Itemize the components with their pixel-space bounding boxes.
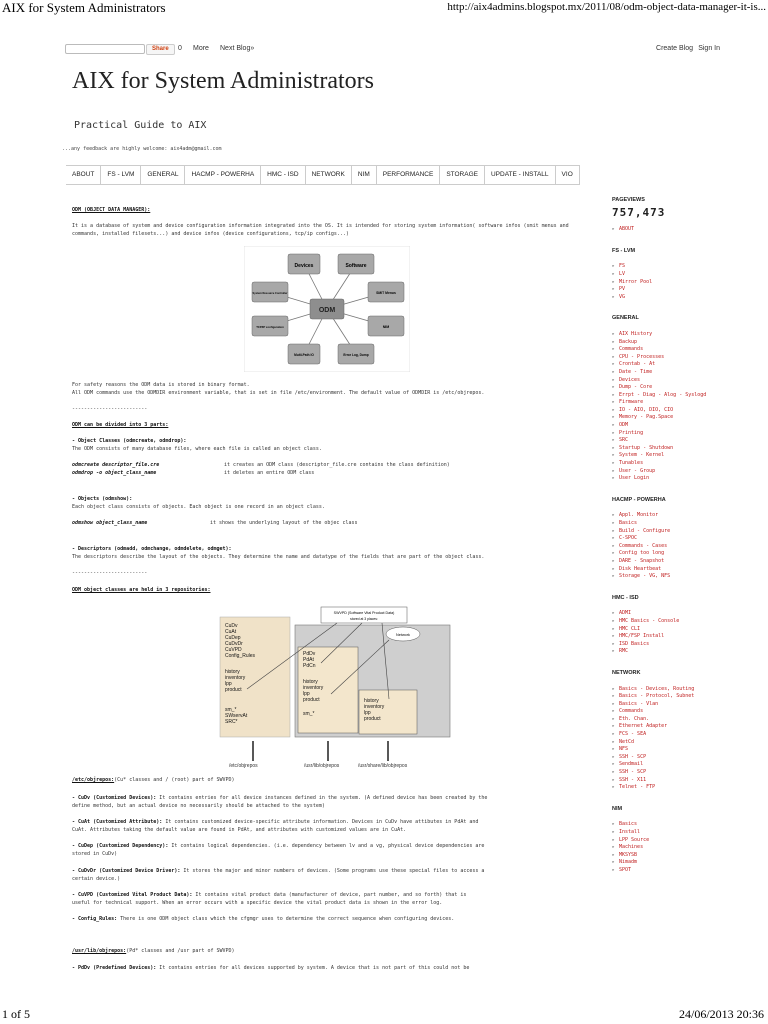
sidebar-link[interactable]: ▸ Telnet - FTP xyxy=(612,784,722,792)
tab-fs-lvm[interactable]: FS - LVM xyxy=(101,166,141,184)
article-intro: It is a database of system and device configuration information integrated into the OS. It is intended for storing system information( software infos (smit menus and commands, installed filesets...) and device infos (device configurations, tcp/ip configs...) xyxy=(72,223,569,237)
tab-network[interactable]: NETWORK xyxy=(306,166,352,184)
repo1-history: history xyxy=(225,669,240,675)
repo1-cudvdr: CuDvDr xyxy=(225,641,243,647)
repo1-inventory: inventory xyxy=(225,675,246,681)
sidebar-link[interactable]: ▸ IO - AIO, DIO, CIO xyxy=(612,407,722,415)
create-blog-link[interactable]: Create Blog xyxy=(656,45,693,52)
sidebar-link[interactable]: ▸ Basics xyxy=(612,520,722,528)
repo2-pdat: PdAt xyxy=(303,657,314,663)
sidebar-link[interactable]: ▸ PV xyxy=(612,286,722,294)
sidebar-link[interactable]: ▸ Basics - Devices, Routing xyxy=(612,686,722,694)
repo2-history: history xyxy=(303,679,318,685)
sidebar-link[interactable]: ▸ Backup xyxy=(612,339,722,347)
blog-tagline: Practical Guide to AIX xyxy=(74,120,207,131)
sidebar-link[interactable]: ▸ CPU - Processes xyxy=(612,354,722,362)
repo3-history: history xyxy=(364,698,379,704)
safety-line-2: All ODM commands use the ODMDIR environment variable, that is set in file /etc/environment. The default value of ODMDIR is /etc/objrepos. xyxy=(72,390,485,396)
print-url: http://aix4admins.blogspot.mx/2011/08/odm-object-data-manager-it-is... xyxy=(447,1,766,13)
pageviews-label: PAGEVIEWS xyxy=(612,197,645,203)
descriptors-heading: - Descriptors (odmadd, odmchange, odmdelete, odmget): xyxy=(72,546,232,552)
sidebar-heading-general: GENERAL xyxy=(612,315,639,322)
print-datetime: 24/06/2013 20:36 xyxy=(678,1007,764,1021)
sidebar-link[interactable]: ▸ Machines xyxy=(612,844,722,852)
sidebar-link[interactable]: ▸ Appl. Monitor xyxy=(612,512,722,520)
sidebar-list-fs-lvm xyxy=(612,263,722,301)
sidebar-link[interactable]: ▸ MKSYSB xyxy=(612,852,722,860)
sidebar-link[interactable]: ▸ NetCd xyxy=(612,739,722,747)
sidebar-link[interactable]: ▸ NFS xyxy=(612,746,722,754)
repositories-diagram xyxy=(217,603,457,763)
sidebar-link[interactable]: ▸ RMC xyxy=(612,648,722,656)
repo1-lpp: lpp xyxy=(225,681,232,687)
sidebar-list-nim xyxy=(612,821,722,874)
sidebar-heading-nim: NIM xyxy=(612,805,623,812)
cudv-desc-1: It contains entries for all device instances defined in the system. (A defined device has been created by the xyxy=(156,795,488,801)
diagram-node-tcpip: TCP/IP configuration xyxy=(256,325,284,329)
sidebar-link[interactable]: ▸ LPP Source xyxy=(612,837,722,845)
sidebar-link[interactable]: ▸ Mirror Pool xyxy=(612,279,722,287)
sidebar-link[interactable]: ▸ HMC CLI xyxy=(612,626,722,634)
sidebar-link[interactable]: ▸ Memory - Pag.Space xyxy=(612,414,722,422)
diagram-center-odm: ODM xyxy=(318,307,336,314)
swvpd-subtitle: stored at 3 places: xyxy=(350,617,378,621)
odm-overview-diagram xyxy=(244,246,410,372)
repo-label-usr-lib: /usr/lib/objrepos xyxy=(304,763,340,769)
objects-heading: - Objects (odmshow): xyxy=(72,496,133,502)
repo1-cuvpd: CuVPD xyxy=(225,647,242,653)
repo1-sm: sm_* xyxy=(225,707,237,713)
network-label: Network xyxy=(396,633,410,637)
sidebar-link[interactable]: ▸ Dump - Core xyxy=(612,384,722,392)
object-classes-heading: - Object Classes (odmcreate, odmdrop): xyxy=(72,438,187,444)
more-link[interactable]: More xyxy=(193,45,209,52)
diagram-node-smit: SMIT Menus xyxy=(376,291,396,295)
cmd-odmdrop-desc: it deletes an entire ODM class xyxy=(224,470,315,476)
sidebar-heading-network: NETWORK xyxy=(612,669,641,676)
blogger-navbar xyxy=(60,42,720,58)
repo1-src: SRC* xyxy=(225,719,238,725)
etc-objrepos-heading: /etc/objrepos: xyxy=(72,777,115,783)
cuvpd-desc-1: It contains vital product data (manufacturer of device, part number, and so forth) that is xyxy=(192,892,467,898)
sidebar-link[interactable]: ▸ Basics - Protocol, Subnet xyxy=(612,693,722,701)
sidebar-heading-hmc-isd: HMC - ISD xyxy=(612,594,639,601)
cudep-heading: - CuDep (Customized Dependency): xyxy=(72,843,169,849)
descriptors-desc: The descriptors describe the layout of the objects. They determine the name and datatype of the fields that are part of the object class. xyxy=(72,554,485,560)
repo2-pdcn: PdCn xyxy=(303,663,316,669)
cudvdr-desc-1: It stores the major and minor numbers of devices. (Some programs use these special files to access a xyxy=(180,868,485,874)
sidebar-link[interactable]: ▸ SSH - X11 xyxy=(612,777,722,785)
repo2-pddv: PdDv xyxy=(303,651,316,657)
usr-lib-objrepos-heading: /usr/lib/objrepos: xyxy=(72,948,127,954)
sidebar-link[interactable]: ▸ User - Group xyxy=(612,468,722,476)
sidebar-link[interactable]: ▸ Devices xyxy=(612,377,722,385)
sidebar-link[interactable]: ▸ Commands - Cases xyxy=(612,543,722,551)
sidebar-link[interactable]: ▸ VG xyxy=(612,294,722,302)
sidebar-link[interactable]: ▸ Install xyxy=(612,829,722,837)
config-rules-desc: There is one ODM object class which the cfgmgr uses to determine the correct sequence when configuring devices. xyxy=(117,916,455,922)
tab-vio[interactable]: VIO xyxy=(556,166,580,184)
sidebar-link[interactable]: ▸ AIX History xyxy=(612,331,722,339)
navbar-search-input[interactable] xyxy=(65,44,145,54)
etc-objrepos-desc: (Cu* classes and / (root) part of SWVPD) xyxy=(114,777,235,783)
article-heading: ODM (OBJECT DATA MANAGER): xyxy=(72,207,151,213)
sidebar-link[interactable]: ▸ SPOT xyxy=(612,867,722,875)
sidebar-link[interactable]: ▸ HMC Basics - Console xyxy=(612,618,722,626)
cuvpd-desc-2: useful for technical support. When an error occurs with a specific device the vital product data is shown in the error log. xyxy=(72,900,443,906)
separator-2: ------------------------- xyxy=(72,570,148,576)
cudv-desc-2: define method, but an actual device no necessarily should be attached to the system) xyxy=(72,803,325,809)
usr-lib-objrepos-desc: (Pd* classes and /usr part of SWVPD) xyxy=(126,948,235,954)
cmd-odmcreate-desc: it creates an ODM class (descriptor_file.cre contains the class definition) xyxy=(224,462,450,468)
diagram-node-src: System Resource Controller xyxy=(252,292,288,295)
tab-general[interactable]: GENERAL xyxy=(141,166,185,184)
sidebar-link[interactable]: ▸ HMC/FSP Install xyxy=(612,633,722,641)
tab-storage[interactable]: STORAGE xyxy=(440,166,485,184)
sidebar-link[interactable]: ▸ Basics xyxy=(612,821,722,829)
repo2-inventory: inventory xyxy=(303,685,324,691)
sidebar-link-about[interactable]: ▸ ABOUT xyxy=(612,226,722,234)
feedback-note: ...any feedback are highly welcome: aix4adm@gmail.com xyxy=(62,146,222,152)
share-button[interactable]: Share xyxy=(146,44,175,55)
sidebar-link[interactable]: ▸ Build - Configure xyxy=(612,528,722,536)
next-blog-link[interactable]: Next Blog» xyxy=(220,45,255,52)
cuat-desc-2: CuAt. Attributes taking the default value are found in PdAt, and attributes with customized values are in CuAt. xyxy=(72,827,407,833)
sidebar-heading-fs-lvm: FS - LVM xyxy=(612,247,636,254)
sidebar-sections xyxy=(612,248,722,875)
sidebar-link[interactable]: ▸ Nimadm xyxy=(612,859,722,867)
sidebar-link[interactable]: ▸ Disk Heartbeat xyxy=(612,566,722,574)
cudvdr-heading: - CuDvDr (Customized Device Driver): xyxy=(72,868,181,874)
repo2-sm: sm_* xyxy=(303,711,315,717)
sidebar-link[interactable]: ▸ SSH - SCP xyxy=(612,754,722,762)
diagram-node-nim: NIM xyxy=(382,325,390,329)
cmd-odmshow: odmshow object_class_name xyxy=(72,520,148,526)
repo1-cudep: CuDep xyxy=(225,635,241,641)
separator: ------------------------- xyxy=(72,406,148,412)
cmd-odmdrop: odmdrop -o object_class_name xyxy=(72,470,157,476)
diagram-node-software: Software xyxy=(345,263,367,269)
tab-about[interactable]: ABOUT xyxy=(66,166,101,184)
repo2-product: product xyxy=(303,697,320,703)
sidebar-link[interactable]: ▸ User Login xyxy=(612,475,722,483)
sidebar-link[interactable]: ▸ Commands xyxy=(612,346,722,354)
sidebar-link[interactable]: ▸ Sendmail xyxy=(612,761,722,769)
sidebar-link[interactable]: ▸ ADMI xyxy=(612,610,722,618)
repo2-lpp: lpp xyxy=(303,691,310,697)
blog-header xyxy=(52,58,720,154)
sidebar-link[interactable]: ▸ Storage - VG, NFS xyxy=(612,573,722,581)
sidebar-link[interactable]: ▸ SSH - SCP xyxy=(612,769,722,777)
cudv-heading: - CuDv (Customized Devices): xyxy=(72,795,157,801)
swvpd-title: SWVPD (Software Vital Product Data) xyxy=(333,611,395,615)
print-footer xyxy=(0,1006,768,1022)
config-rules-heading: - Config_Rules: xyxy=(72,916,118,922)
sidebar-link[interactable]: ▸ Eth. Chan. xyxy=(612,716,722,724)
sign-in-link[interactable]: Sign In xyxy=(698,45,720,52)
print-header xyxy=(0,0,768,18)
object-classes-desc: The ODM consists of many database files, where each file is called an object class. xyxy=(72,446,322,452)
cmd-odmcreate: odmcreate descriptor_file.cre xyxy=(72,462,160,468)
tab-update-install[interactable]: UPDATE - INSTALL xyxy=(485,166,556,184)
sidebar-link[interactable]: ▸ Firmware xyxy=(612,399,722,407)
sidebar-about-list xyxy=(612,226,722,234)
sidebar-heading-hacmp-powerha: HACMP - POWERHA xyxy=(612,496,666,503)
repo1-config-rules: Config_Rules xyxy=(225,653,256,659)
repositories-heading: ODM object classes are held in 3 repositories: xyxy=(72,587,211,593)
diagram-node-mpio: Multi-Path IO xyxy=(294,353,314,357)
repo-label-etc: /etc/objrepos xyxy=(229,763,258,769)
sidebar-link[interactable]: ▸ Tunables xyxy=(612,460,722,468)
pddv-heading: - PdDv (Predefined Devices): xyxy=(72,965,157,971)
cudep-desc-1: It contains logical dependencies. (i.e. dependency between lv and a vg, physical device dependencies are xyxy=(168,843,485,849)
sidebar-link[interactable]: ▸ SRC xyxy=(612,437,722,445)
pddv-desc: It contains entries for all devices supported by system. A device that is not part of this could not be xyxy=(156,965,470,971)
diagram-node-errlog: Error Log, Dump xyxy=(343,353,369,357)
cudep-desc-2: stored in CuDv) xyxy=(72,851,118,857)
cuat-desc-1: It contains customized device-specific attribute information. Devices in CuDv have attibutes in PdAt and xyxy=(162,819,479,825)
parts-heading: ODM can be divided into 3 parts: xyxy=(72,422,169,428)
sidebar-list-general xyxy=(612,331,722,483)
sidebar-link[interactable]: ▸ FCS - SEA xyxy=(612,731,722,739)
pageviews-count: 757,473 xyxy=(612,205,666,219)
cuat-heading: - CuAt (Customized Attribute): xyxy=(72,819,163,825)
sidebar-link[interactable]: ▸ ODM xyxy=(612,422,722,430)
repo-label-usr-share: /usr/share/lib/objrepos xyxy=(358,763,408,769)
cmd-odmshow-desc: it shows the underlying layout of the objec class xyxy=(210,520,358,526)
tab-nim[interactable]: NIM xyxy=(352,166,377,184)
sidebar-link[interactable]: ▸ Date - Time xyxy=(612,369,722,377)
sidebar-link[interactable]: ▸ DARE - Snapshot xyxy=(612,558,722,566)
sidebar-link[interactable]: ▸ Config too long xyxy=(612,550,722,558)
diagram-node-devices: Devices xyxy=(294,263,314,269)
sidebar-link[interactable]: ▸ C-SPOC xyxy=(612,535,722,543)
print-page-number: 1 of 5 xyxy=(2,1007,30,1021)
sidebar-link[interactable]: ▸ LV xyxy=(612,271,722,279)
sidebar-link[interactable]: ▸ Ethernet Adapter xyxy=(612,723,722,731)
tab-performance[interactable]: PERFORMANCE xyxy=(377,166,441,184)
sidebar-link[interactable]: ▸ ISD Basics xyxy=(612,641,722,649)
sidebar-link[interactable]: ▸ Printing xyxy=(612,430,722,438)
sidebar-link[interactable]: ▸ Basics - Vlan xyxy=(612,701,722,709)
safety-line-1: For safety reasons the ODM data is stored in binary format. xyxy=(72,382,250,388)
repo1-cuat: CuAt xyxy=(225,629,237,635)
repo3-product: product xyxy=(364,716,381,722)
sidebar-link[interactable]: ▸ Crontab - At xyxy=(612,361,722,369)
repo3-lpp: lpp xyxy=(364,710,371,716)
sidebar-list-hacmp-powerha xyxy=(612,512,722,580)
sidebar-link[interactable]: ▸ FS xyxy=(612,263,722,271)
repo1-swservat: SWservAt xyxy=(225,713,248,719)
cuvpd-heading: - CuVPD (Customized Vital Product Data): xyxy=(72,892,193,898)
print-title: AIX for System Administrators xyxy=(2,0,166,15)
sidebar-list-hmc-isd xyxy=(612,610,722,656)
sidebar-link[interactable]: ▸ Commands xyxy=(612,708,722,716)
repo1-product: product xyxy=(225,687,242,693)
repo3-inventory: inventory xyxy=(364,704,385,710)
sidebar-list-network xyxy=(612,686,722,792)
objects-desc: Each object class consists of objects. Each object is one record in an object class. xyxy=(72,504,325,510)
cudvdr-desc-2: certain device.) xyxy=(72,876,121,882)
share-count: 0 xyxy=(178,45,182,52)
sidebar-link[interactable]: ▸ Startup - Shutdown xyxy=(612,445,722,453)
tab-hacmp-powerha[interactable]: HACMP - POWERHA xyxy=(185,166,261,184)
sidebar xyxy=(612,195,722,875)
blog-title[interactable]: AIX for System Administrators xyxy=(72,68,374,94)
repo1-cudv: CuDv xyxy=(225,623,238,629)
page-tabs xyxy=(66,165,580,185)
sidebar-link[interactable]: ▸ System - Kernel xyxy=(612,452,722,460)
sidebar-link[interactable]: ▸ Errpt - Diag - Alog - Syslogd xyxy=(612,392,722,400)
tab-hmc-isd[interactable]: HMC - ISD xyxy=(261,166,305,184)
